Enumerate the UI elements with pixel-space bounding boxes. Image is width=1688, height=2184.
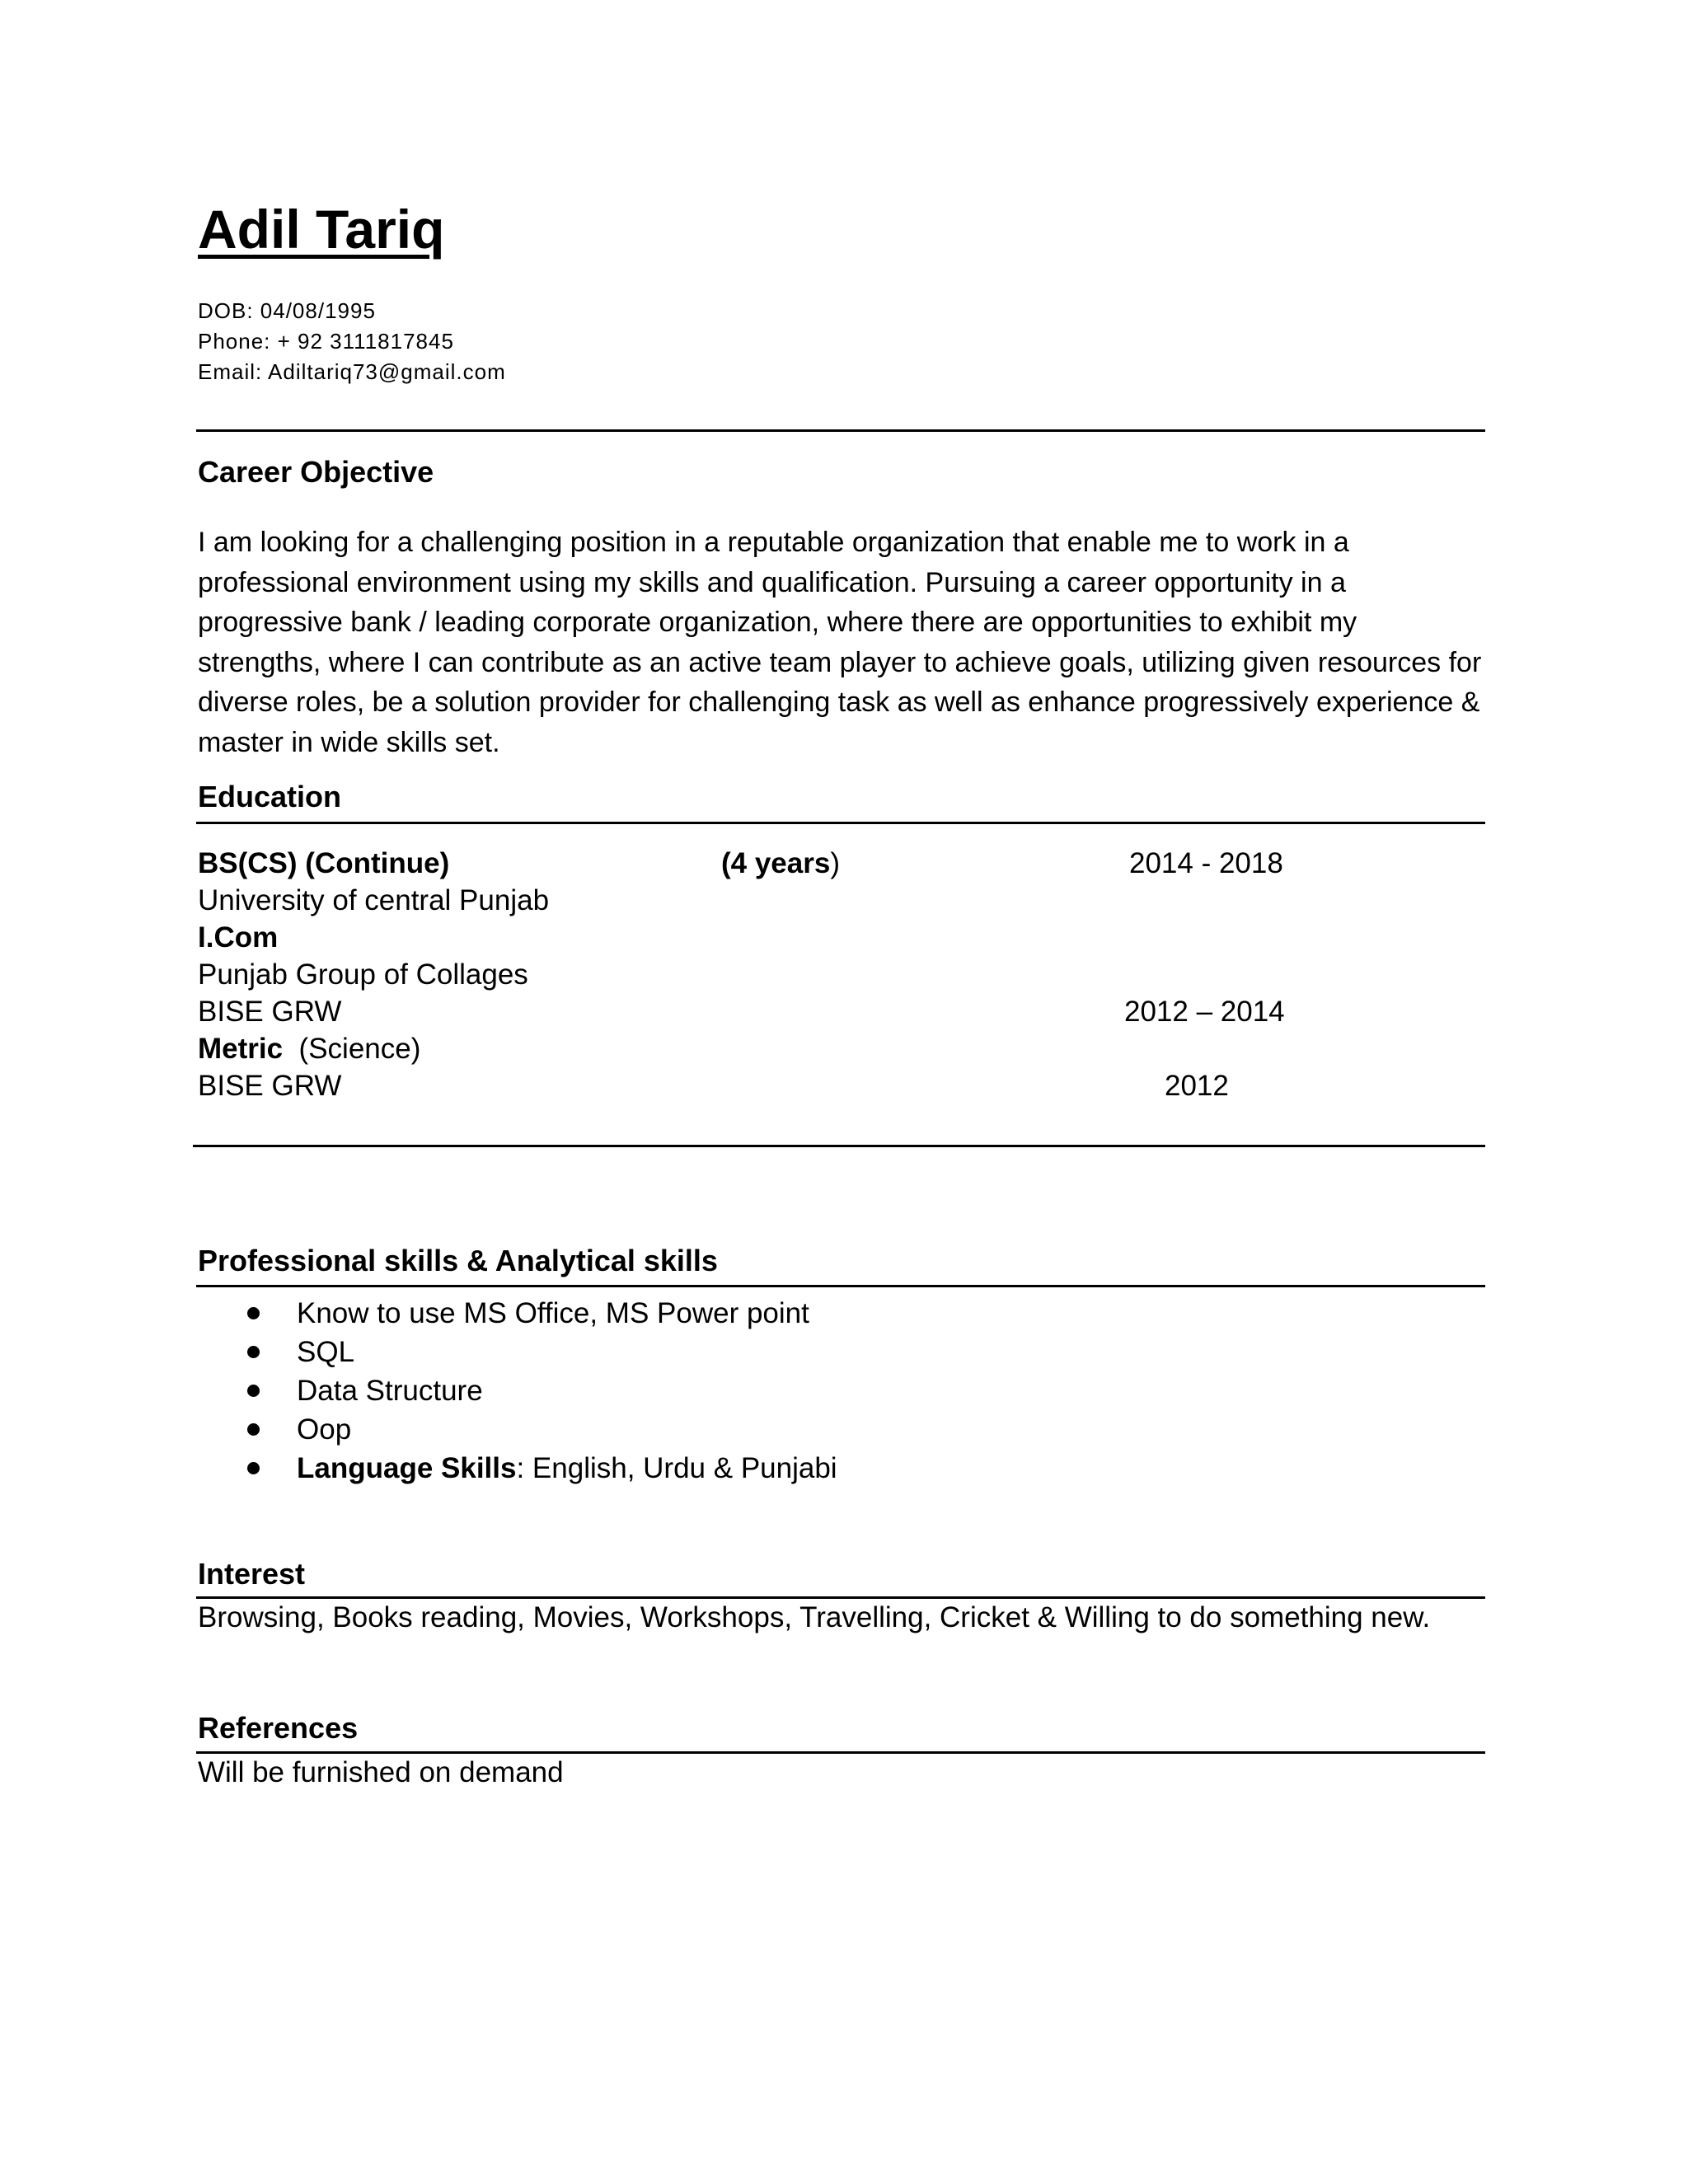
dob-line: DOB: 04/08/1995 bbox=[198, 298, 376, 323]
career-objective-text: I am looking for a challenging position in a reputable organization that enable me to work in a professional environment using my skills and qualification. Pursuing a career opportunity in a progressive bank / leading corporate organization, where there are opportunities to exhibit my strengths, where I can contribute as an active team player to achieve goals, utilizing given resources for diverse roles, be a solution provider for challenging task as well as enhance progressively experience & master in wide skills set. bbox=[198, 527, 1482, 758]
header-divider bbox=[196, 429, 1485, 432]
icom-years: 2012 – 2014 bbox=[1124, 996, 1285, 1028]
list-item bbox=[198, 1449, 837, 1488]
skills-divider bbox=[196, 1285, 1485, 1287]
skill-text: Know to use MS Office, MS Power point bbox=[297, 1297, 809, 1329]
skills-list bbox=[198, 1294, 837, 1488]
skill-text: SQL bbox=[297, 1336, 355, 1368]
bullet-icon bbox=[247, 1346, 260, 1358]
icom-institution: Punjab Group of Collages bbox=[198, 958, 528, 991]
references-divider bbox=[196, 1751, 1485, 1754]
icom-board: BISE GRW bbox=[198, 996, 342, 1028]
email-line: Email: Adiltariq73@gmail.com bbox=[198, 359, 506, 384]
bs-duration-text: (4 years bbox=[721, 847, 831, 879]
skills-heading: Professional skills & Analytical skills bbox=[198, 1244, 718, 1277]
interest-text: Browsing, Books reading, Movies, Workshops, Travelling, Cricket & Willing to do something new. bbox=[198, 1601, 1431, 1633]
metric-board: BISE GRW bbox=[198, 1070, 342, 1102]
references-text: Will be furnished on demand bbox=[198, 1756, 564, 1788]
bullet-icon bbox=[247, 1423, 260, 1436]
language-skills-value: : English, Urdu & Punjabi bbox=[516, 1452, 837, 1484]
candidate-name: Adil Tariq bbox=[198, 199, 445, 260]
icom-degree: I.Com bbox=[198, 921, 279, 954]
education-heading: Education bbox=[198, 780, 342, 813]
metric-year: 2012 bbox=[1165, 1070, 1229, 1102]
interest-heading: Interest bbox=[198, 1557, 306, 1591]
skill-text: Data Structure bbox=[297, 1375, 483, 1407]
skill-text: Oop bbox=[297, 1413, 352, 1446]
metric-field: (Science) bbox=[283, 1033, 421, 1065]
list-item bbox=[198, 1410, 837, 1449]
bs-duration-close: ) bbox=[830, 847, 840, 879]
education-end-divider bbox=[193, 1145, 1485, 1147]
phone-line: Phone: + 92 3111817845 bbox=[198, 329, 454, 354]
list-item bbox=[198, 1333, 837, 1371]
bs-duration bbox=[721, 847, 840, 880]
list-item bbox=[198, 1371, 837, 1410]
education-divider bbox=[196, 822, 1485, 824]
list-item bbox=[198, 1294, 837, 1333]
career-objective-heading: Career Objective bbox=[198, 455, 434, 489]
metric-degree: Metric bbox=[198, 1033, 284, 1065]
metric-row bbox=[198, 1033, 420, 1066]
bullet-icon bbox=[247, 1462, 260, 1474]
bs-institution: University of central Punjab bbox=[198, 884, 550, 916]
bullet-icon bbox=[247, 1385, 260, 1397]
interest-divider bbox=[196, 1596, 1485, 1599]
references-heading: References bbox=[198, 1711, 359, 1745]
language-skills-label: Language Skills bbox=[297, 1452, 517, 1484]
bs-years: 2014 - 2018 bbox=[1129, 847, 1283, 879]
bs-degree: BS(CS) (Continue) bbox=[198, 847, 450, 879]
bullet-icon bbox=[247, 1307, 260, 1319]
